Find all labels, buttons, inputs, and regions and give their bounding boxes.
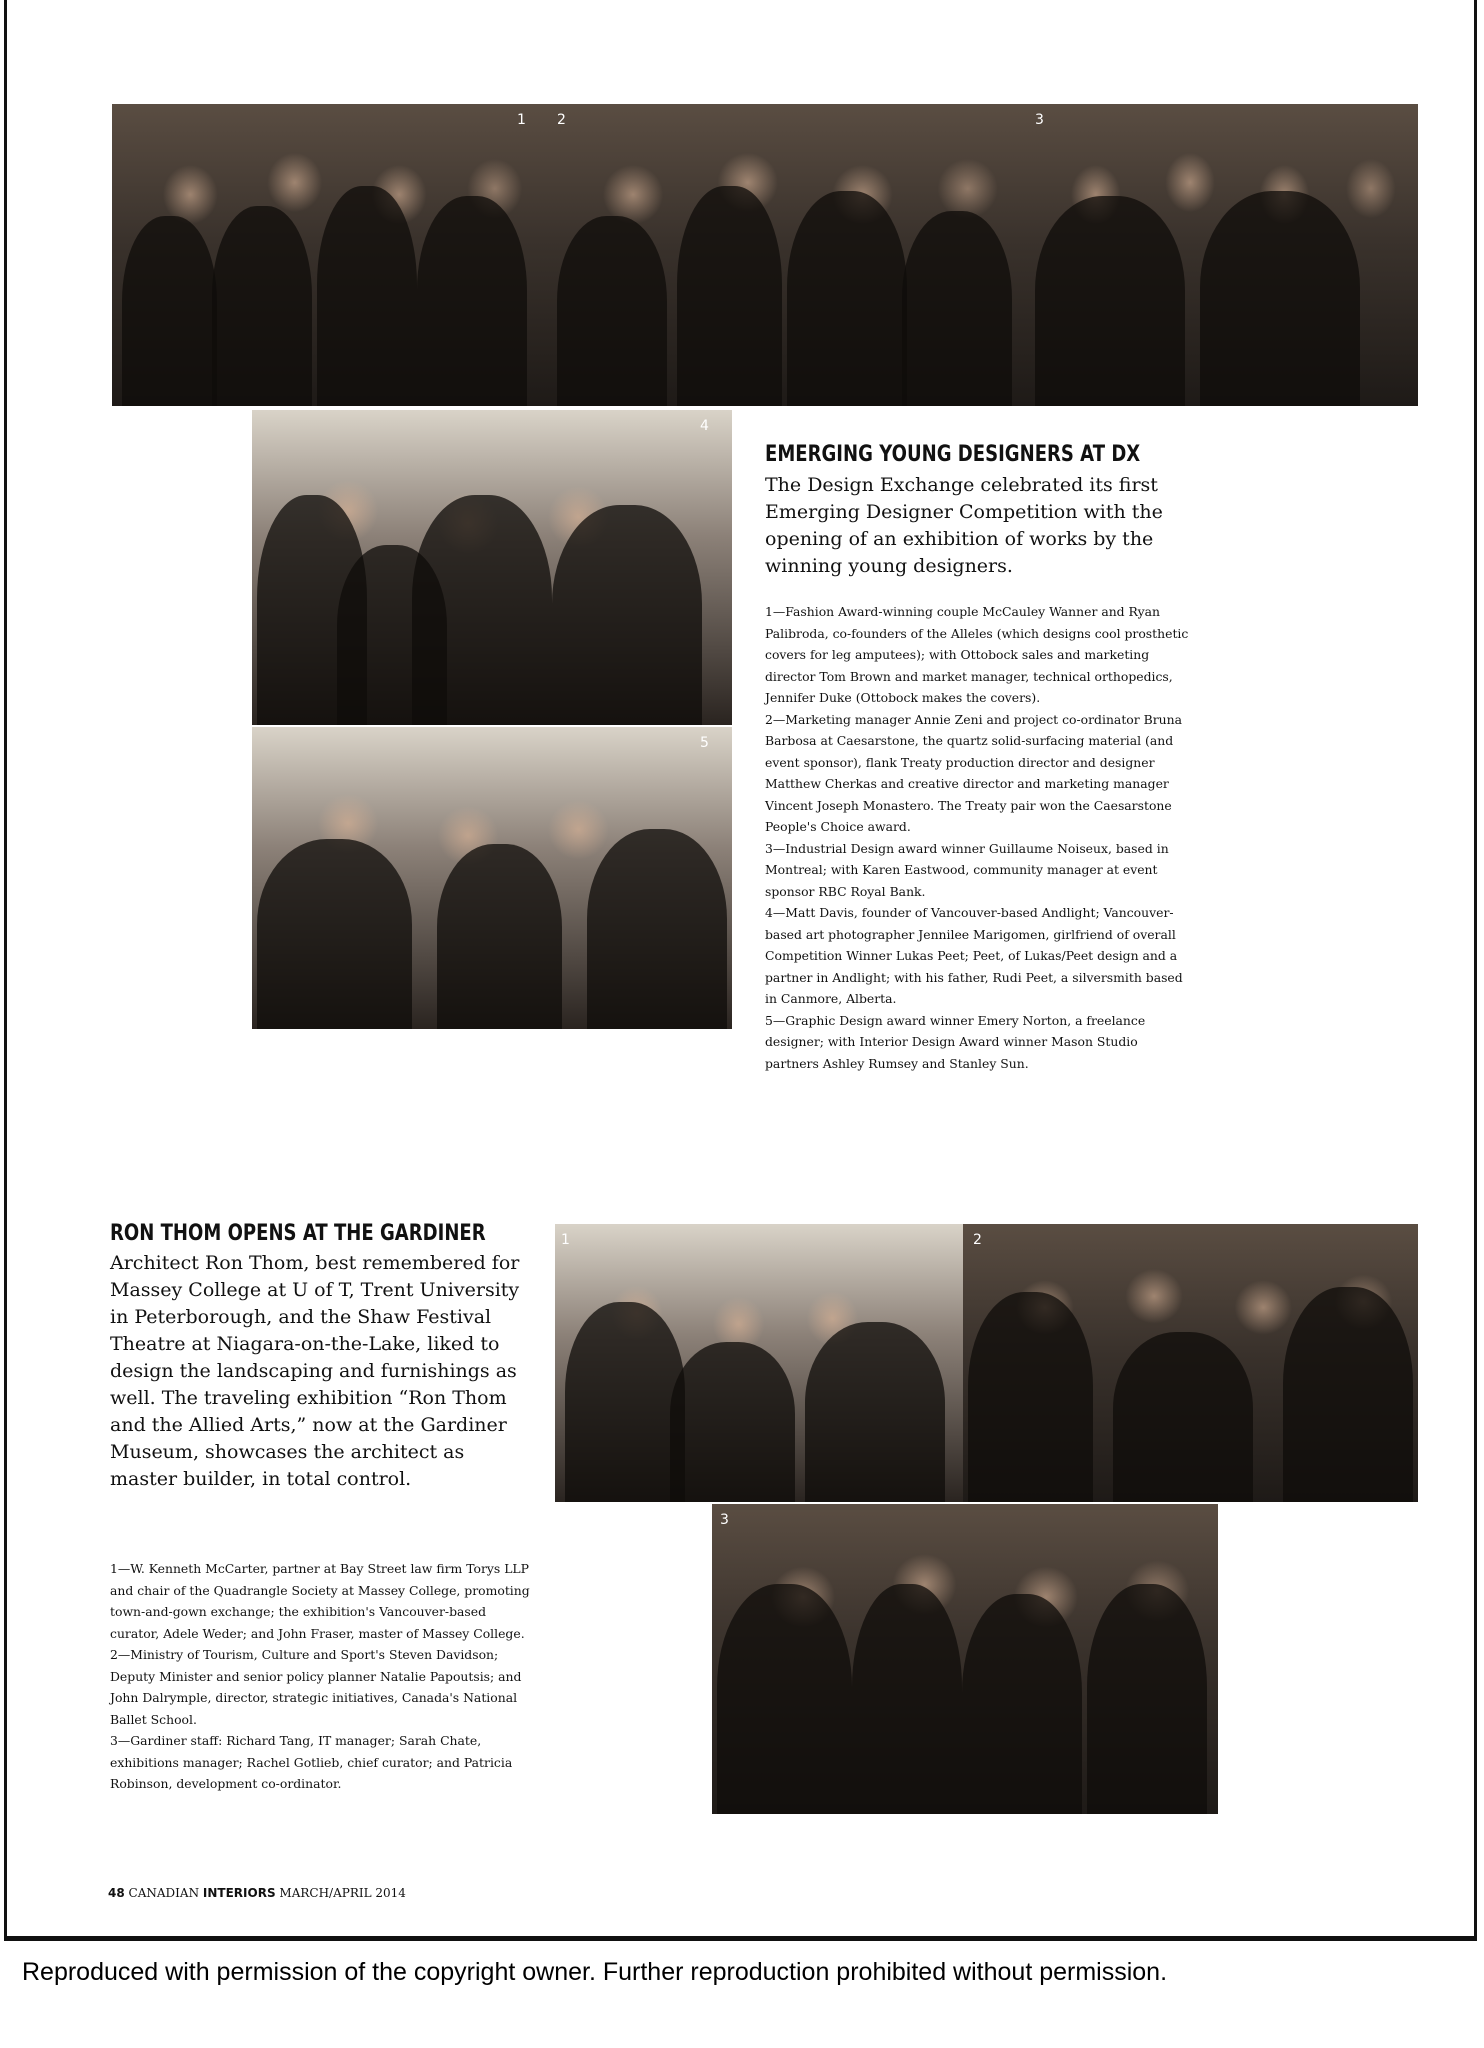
- photo-captions: [110, 1558, 530, 1795]
- photo-number: 3: [1035, 112, 1044, 128]
- caption: 5—Graphic Design award winner Emery Norton, a freelance designer; with Interior Design Award winner Mason Studio partners Ashley Rumsey and Stanley Sun.: [765, 1012, 1146, 1071]
- issue-date: MARCH/APRIL 2014: [279, 1886, 406, 1900]
- caption: 4—Matt Davis, founder of Vancouver-based Andlight; Vancouver-based art photographer Jennilee Marigomen, girlfriend of overall Competition Winner Lukas Peet; Peet, of Lukas/Peet design and a partner in Andlight; with his father, Rudi Peet, a silversmith based in Canmore, Alberta.: [765, 905, 1183, 1006]
- photo-number: 1: [517, 112, 526, 128]
- caption: 3—Gardiner staff: Richard Tang, IT manager; Sarah Chate, exhibitions manager; Rachel Gotlieb, chief curator; and Patricia Robinson, development co-ordinator.: [110, 1733, 513, 1791]
- section-intro: The Design Exchange celebrated its first Emerging Designer Competition with the opening of an exhibition of works by the winning young designers.: [765, 474, 1163, 577]
- page-number: 48: [108, 1886, 125, 1900]
- section-intro: Architect Ron Thom, best remembered for Massey College at U of T, Trent University in Peterborough, and the Shaw Festival Theatre at Niagara-on-the-Lake, liked to design the landscaping and furnishings as well. The traveling exhibition “Ron Thom and the Allied Arts,” now at the Gardiner Museum, showcases the architect as master builder, in total control.: [110, 1252, 520, 1490]
- section-heading: EMERGING YOUNG DESIGNERS AT DX: [765, 442, 1141, 467]
- caption: 2—Ministry of Tourism, Culture and Sport's Steven Davidson; Deputy Minister and senior policy planner Natalie Papoutsis; and John Dalrymple, director, strategic initiatives, Canada's National Ballet School.: [110, 1647, 522, 1727]
- photo-number: 2: [557, 112, 566, 128]
- photo-number: 2: [973, 1232, 982, 1248]
- photo-dx-4: [252, 410, 732, 725]
- photo-gardiner-1: [555, 1224, 963, 1502]
- photo-number: 1: [561, 1232, 570, 1248]
- section-heading: RON THOM OPENS AT THE GARDINER: [110, 1221, 486, 1246]
- photo-dx-1: [112, 104, 547, 406]
- photo-number: 3: [720, 1512, 729, 1528]
- page-border-bottom: [4, 1936, 1477, 1941]
- copyright-notice: Reproduced with permission of the copyright owner. Further reproduction prohibited without permission.: [22, 1958, 1168, 1986]
- caption: 2—Marketing manager Annie Zeni and project co-ordinator Bruna Barbosa at Caesarstone, the quartz solid-surfacing material (and event sponsor), flank Treaty production director and designer Matthew Cherkas and creative director and marketing manager Vincent Joseph Monastero. The Treaty pair won the Caesarstone People's Choice award.: [765, 711, 1182, 834]
- page-folio: [108, 1886, 406, 1900]
- caption: 3—Industrial Design award winner Guillaume Noiseux, based in Montreal; with Karen Eastwood, community manager at event sponsor RBC Royal Bank.: [765, 840, 1169, 899]
- caption: 1—Fashion Award-winning couple McCauley Wanner and Ryan Palibroda, co-founders of the Alleles (which designs cool prosthetic covers for leg amputees); with Ottobock sales and marketing director Tom Brown and market manager, technical orthopedics, Jennifer Duke (Ottobock makes the covers).: [765, 604, 1189, 705]
- photo-gardiner-2: [963, 1224, 1418, 1502]
- page-border-left: [4, 0, 7, 1940]
- magazine-name-bold: INTERIORS: [202, 1886, 276, 1900]
- photo-dx-5: [252, 727, 732, 1029]
- magazine-name: CANADIAN: [128, 1886, 200, 1900]
- photo-captions: [765, 601, 1195, 1074]
- caption: 1—W. Kenneth McCarter, partner at Bay Street law firm Torys LLP and chair of the Quadrangle Society at Massey College, promoting town-and-gown exchange; the exhibition's Vancouver-based curator, Adele Weder; and John Fraser, master of Massey College.: [110, 1561, 530, 1641]
- photo-dx-2: [547, 104, 1025, 406]
- photo-dx-3: [1025, 104, 1418, 406]
- photo-number: 4: [700, 418, 709, 434]
- photo-number: 5: [700, 735, 709, 751]
- photo-gardiner-3: [712, 1504, 1218, 1814]
- page-border-right: [1474, 0, 1477, 1940]
